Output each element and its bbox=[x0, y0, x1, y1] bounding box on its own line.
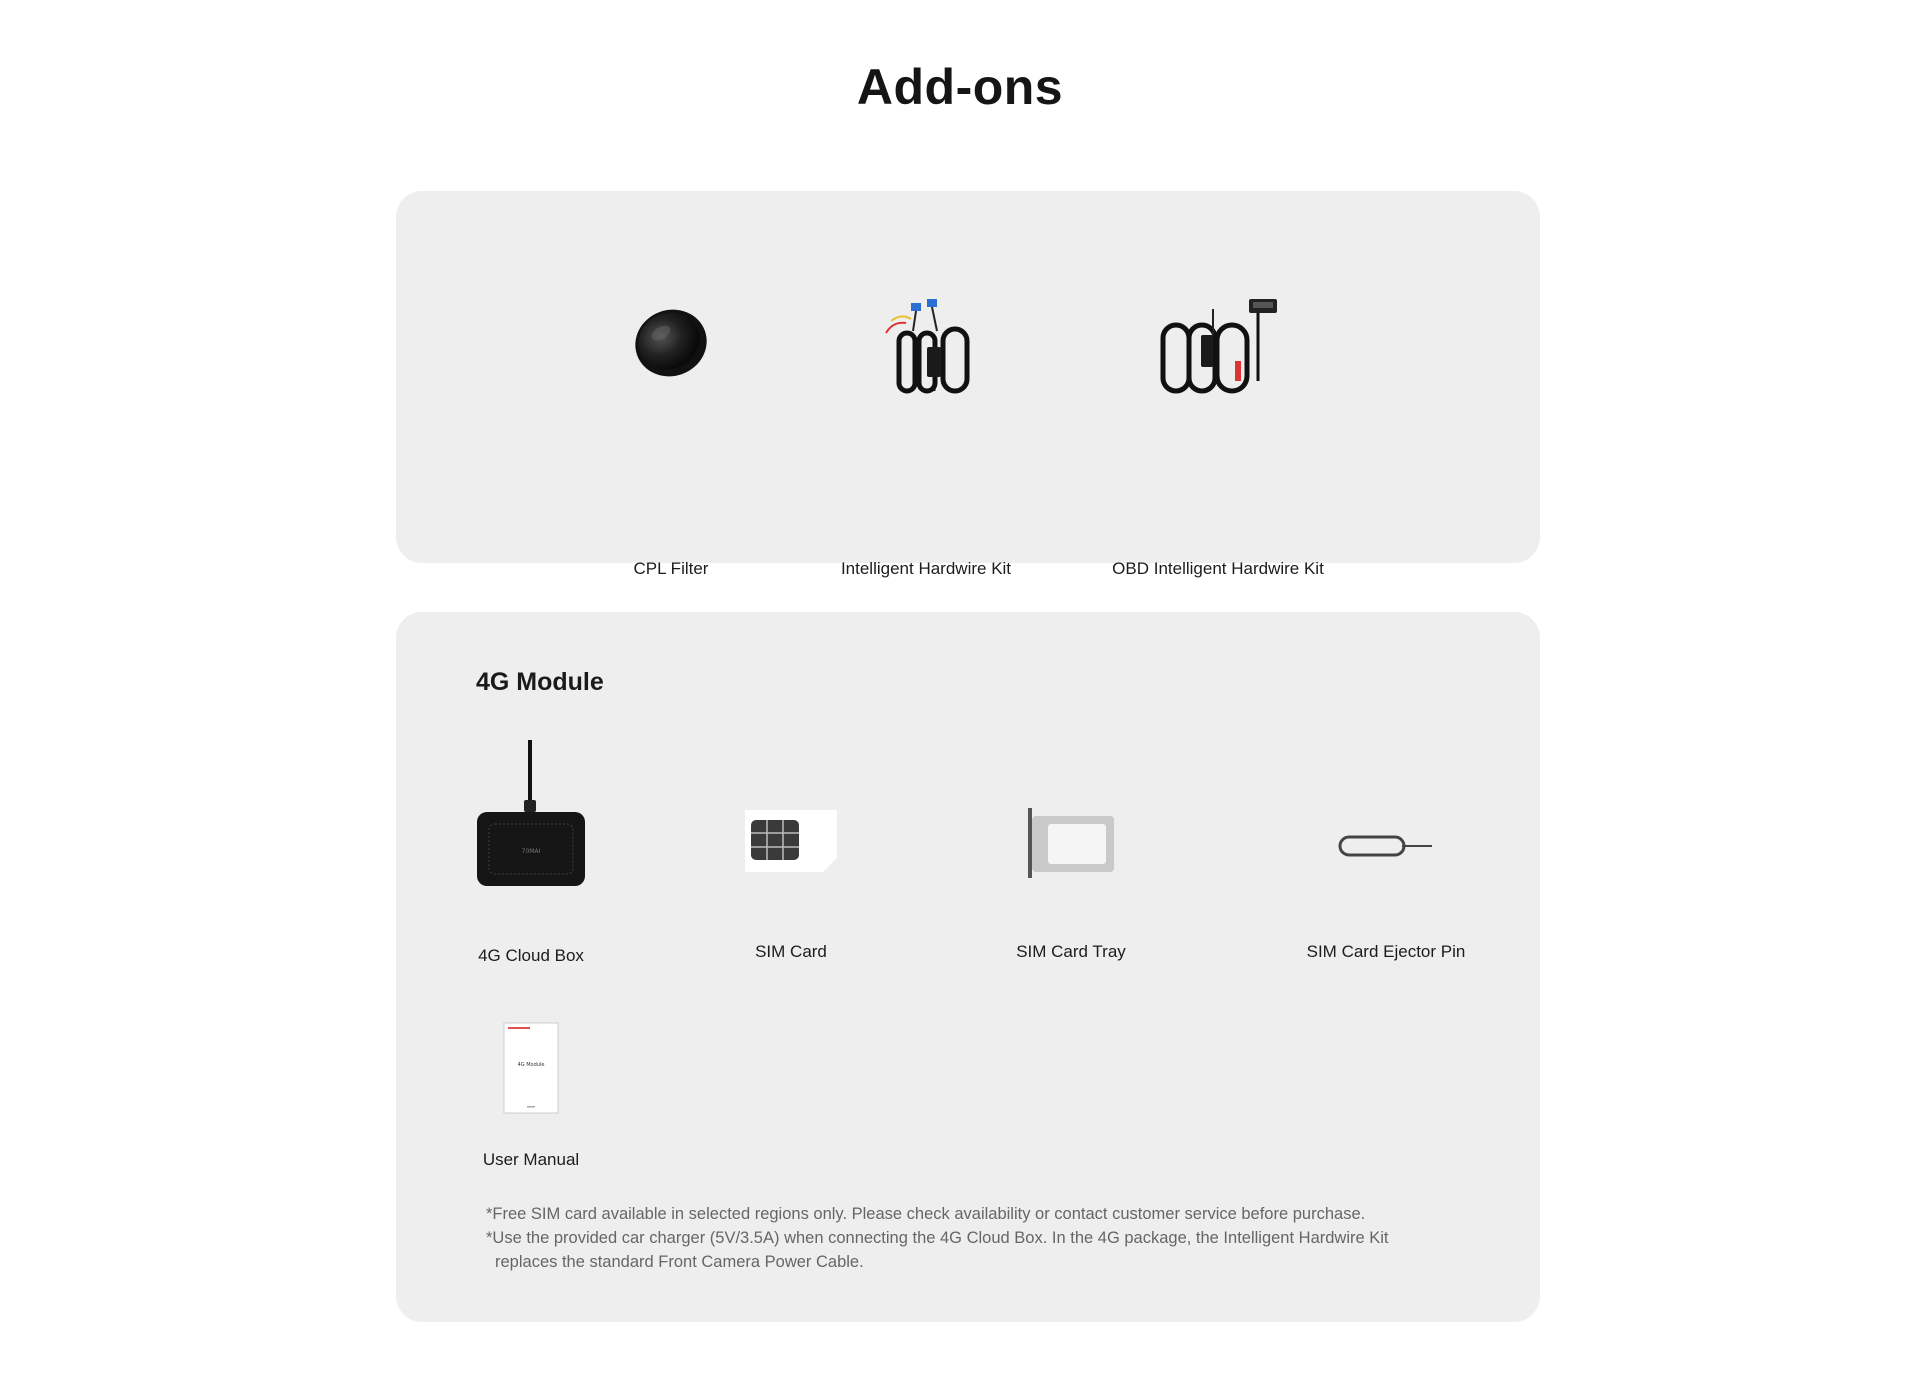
ejector-pin-image bbox=[1338, 834, 1434, 858]
addon-label: OBD Intelligent Hardwire Kit bbox=[1112, 559, 1324, 578]
addon-label: Intelligent Hardwire Kit bbox=[840, 559, 1012, 578]
obd-hardwire-kit-image bbox=[1153, 291, 1283, 401]
cpl-filter-image bbox=[631, 301, 711, 381]
4g-module-panel bbox=[396, 612, 1540, 1322]
addon-label: CPL Filter bbox=[633, 559, 709, 578]
addon-item-hardwire-kit[interactable] bbox=[826, 291, 1026, 578]
manual-cover-text: 4G Module bbox=[517, 1062, 545, 1068]
addon-item-cpl-filter[interactable] bbox=[606, 301, 736, 578]
module-item-user-manual[interactable] bbox=[456, 1022, 606, 1172]
footnotes bbox=[486, 1202, 1466, 1274]
module-item-sim-card[interactable] bbox=[706, 808, 876, 968]
module-label: SIM Card Ejector Pin bbox=[1306, 942, 1466, 961]
sim-tray-image bbox=[1026, 808, 1116, 878]
addons-panel bbox=[396, 191, 1540, 578]
cloud-box-logo: 70MAI bbox=[521, 848, 541, 855]
footnote: *Free SIM card available in selected regions only. Please check availability or contact customer service before purchase. bbox=[486, 1205, 1366, 1223]
page-title: Add-ons bbox=[856, 59, 1064, 115]
cloud-box-image bbox=[471, 740, 591, 890]
sim-card-image bbox=[741, 808, 841, 874]
footnote: *Use the provided car charger (5V/3.5A) when connecting the 4G Cloud Box. In the 4G package, the Intelligent Hardwire Kit bbox=[486, 1229, 1389, 1247]
hardwire-kit-image bbox=[871, 291, 981, 401]
module-item-cloud-box[interactable] bbox=[456, 740, 606, 970]
module-label: SIM Card bbox=[755, 942, 827, 961]
user-manual-image bbox=[503, 1022, 559, 1114]
footnote-continuation: replaces the standard Front Camera Power Cable. bbox=[495, 1253, 864, 1271]
module-label: User Manual bbox=[482, 1150, 580, 1169]
section-title: 4G Module bbox=[476, 668, 604, 696]
module-item-ejector-pin[interactable] bbox=[1296, 808, 1476, 968]
module-label: SIM Card Tray bbox=[1016, 942, 1126, 961]
module-label: 4G Cloud Box bbox=[478, 946, 584, 965]
module-item-sim-tray[interactable] bbox=[996, 808, 1146, 968]
addon-item-obd-hardwire-kit[interactable] bbox=[1096, 291, 1340, 578]
